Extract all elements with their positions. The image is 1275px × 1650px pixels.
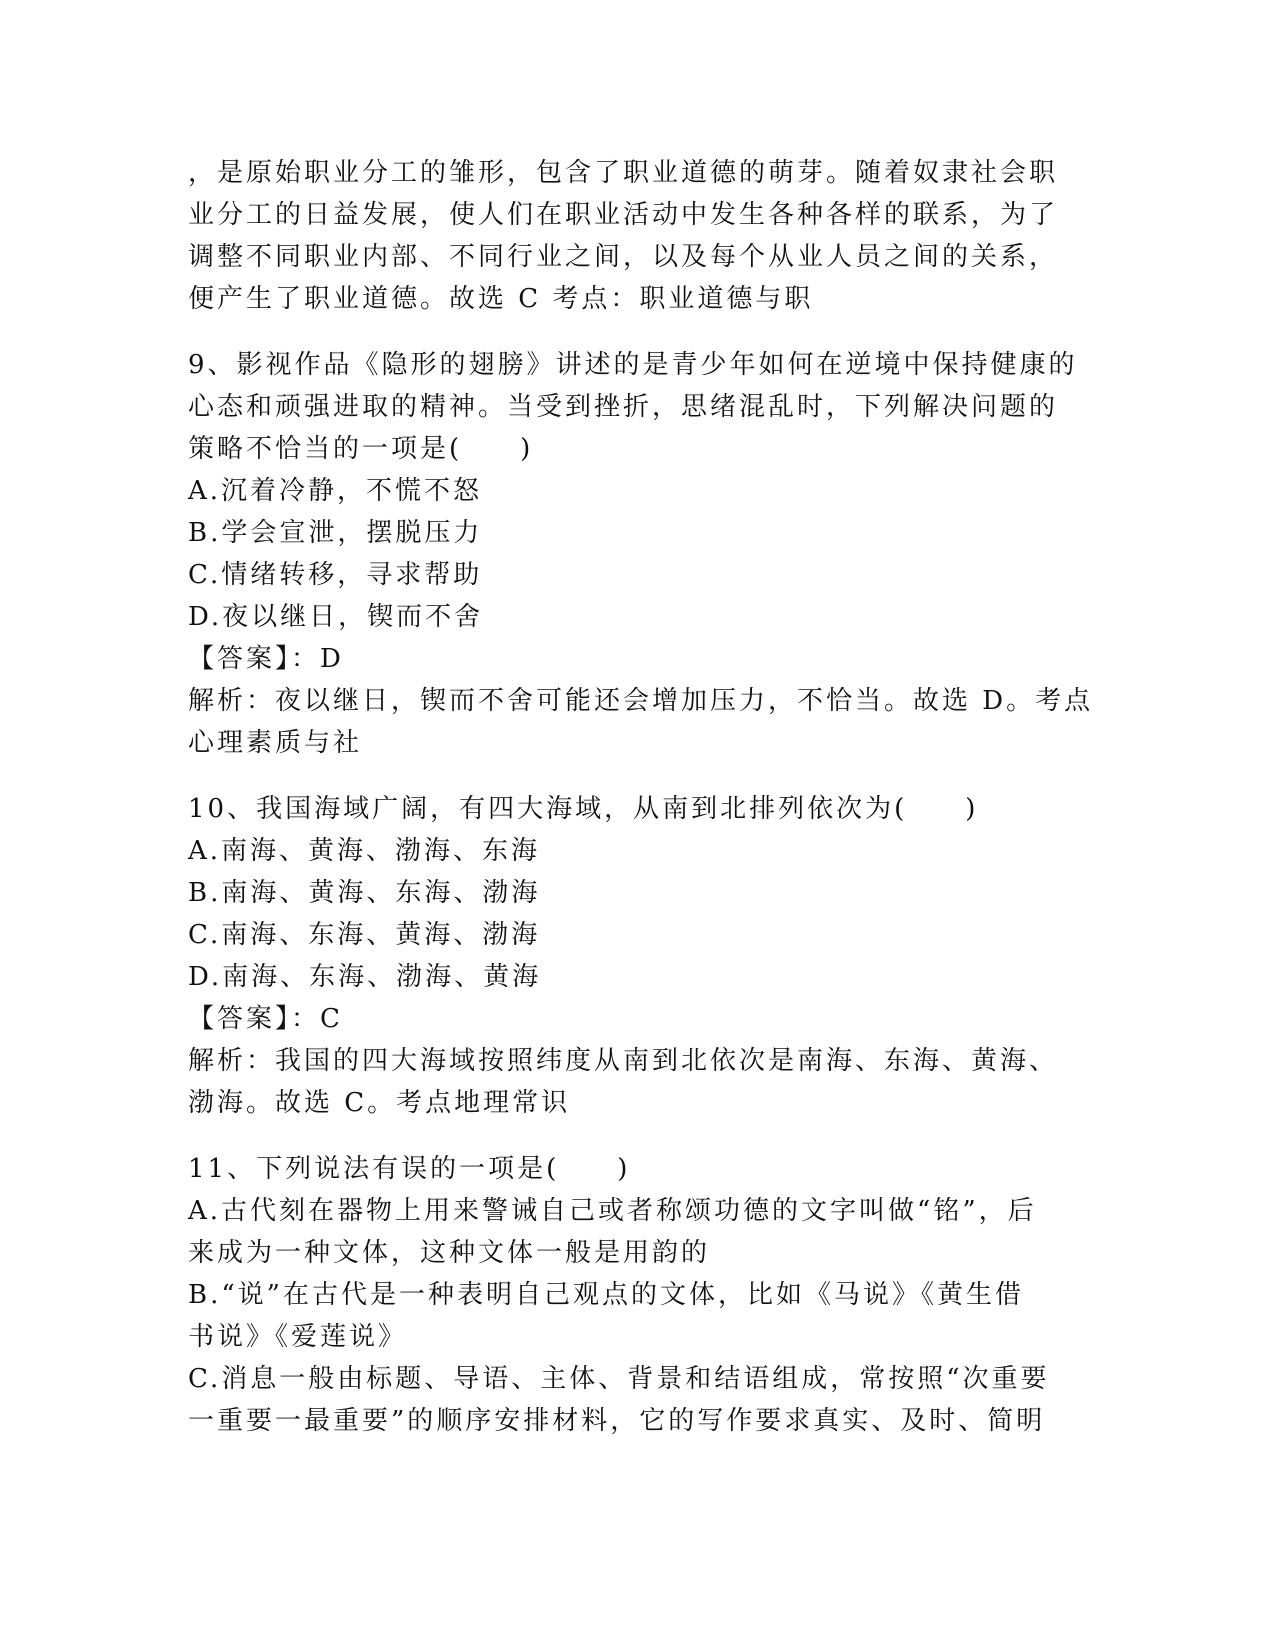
text-line: 业分工的日益发展，使人们在职业活动中发生各种各样的联系，为了 (188, 200, 1059, 230)
option-b: B.南海、黄海、东海、渤海 (188, 878, 541, 908)
option-d: D.南海、东海、渤海、黄海 (188, 962, 542, 992)
section-gap (188, 1124, 1088, 1148)
analysis-line: 解析：夜以继日，锲而不舍可能还会增加压力，不恰当。故选 D。考点 (188, 686, 1094, 716)
question-11 (188, 1148, 1088, 1442)
option-d: D.夜以继日，锲而不舍 (188, 602, 484, 632)
question-stem-line: 11、下列说法有误的一项是( ) (188, 1154, 631, 1184)
question-stem-line: 策略不恰当的一项是( ) (188, 434, 534, 464)
text-line: ，是原始职业分工的雏形，包含了职业道德的萌芽。随着奴隶社会职 (188, 158, 1059, 188)
answer-line: 【答案】：C (188, 1004, 343, 1034)
analysis-line: 渤海。故选 C。考点地理常识 (188, 1088, 571, 1118)
question-stem-line: 心态和顽强进取的精神。当受到挫折，思绪混乱时，下列解决问题的 (188, 392, 1059, 422)
text-line: 便产生了职业道德。故选 C 考点：职业道德与职 (188, 284, 814, 314)
analysis-line: 解析：我国的四大海域按照纬度从南到北依次是南海、东海、黄海、 (188, 1046, 1059, 1076)
option-a: A.南海、黄海、渤海、东海 (188, 836, 541, 866)
text-line: 调整不同职业内部、不同行业之间，以及每个从业人员之间的关系， (188, 242, 1059, 272)
option-c: C.南海、东海、黄海、渤海 (188, 920, 541, 950)
question-10 (188, 788, 1088, 1124)
question-9 (188, 344, 1094, 764)
document-content (188, 152, 1094, 1442)
option-line: 一重要一最重要”的顺序安排材料，它的写作要求真实、及时、简明 (188, 1406, 1046, 1436)
question-stem-line: 10、我国海域广阔，有四大海域，从南到北排列依次为( ) (188, 794, 979, 824)
option-a: A.沉着冷静，不慌不怒 (188, 476, 483, 506)
section-gap (188, 320, 1088, 344)
answer-line: 【答案】：D (188, 644, 344, 674)
analysis-line: 心理素质与社 (188, 728, 363, 758)
option-line: 来成为一种文体，这种文体一般是用韵的 (188, 1238, 711, 1268)
option-c: C.情绪转移，寻求帮助 (188, 560, 483, 590)
option-b: B.学会宣泄，摆脱压力 (188, 518, 483, 548)
option-line: C.消息一般由标题、导语、主体、背景和结语组成，常按照“次重要 (188, 1364, 1050, 1394)
continuation-paragraph (188, 152, 1088, 320)
option-line: B.“说”在古代是一种表明自己观点的文体，比如《马说》《黄生借 (188, 1280, 1024, 1310)
option-line: 书说》《爱莲说》 (188, 1322, 408, 1352)
question-stem-line: 9、影视作品《隐形的翅膀》讲述的是青少年如何在逆境中保持健康的 (188, 350, 1078, 380)
option-line: A.古代刻在器物上用来警诫自己或者称颂功德的文字叫做“铭”，后 (188, 1196, 1037, 1226)
section-gap (188, 764, 1088, 788)
